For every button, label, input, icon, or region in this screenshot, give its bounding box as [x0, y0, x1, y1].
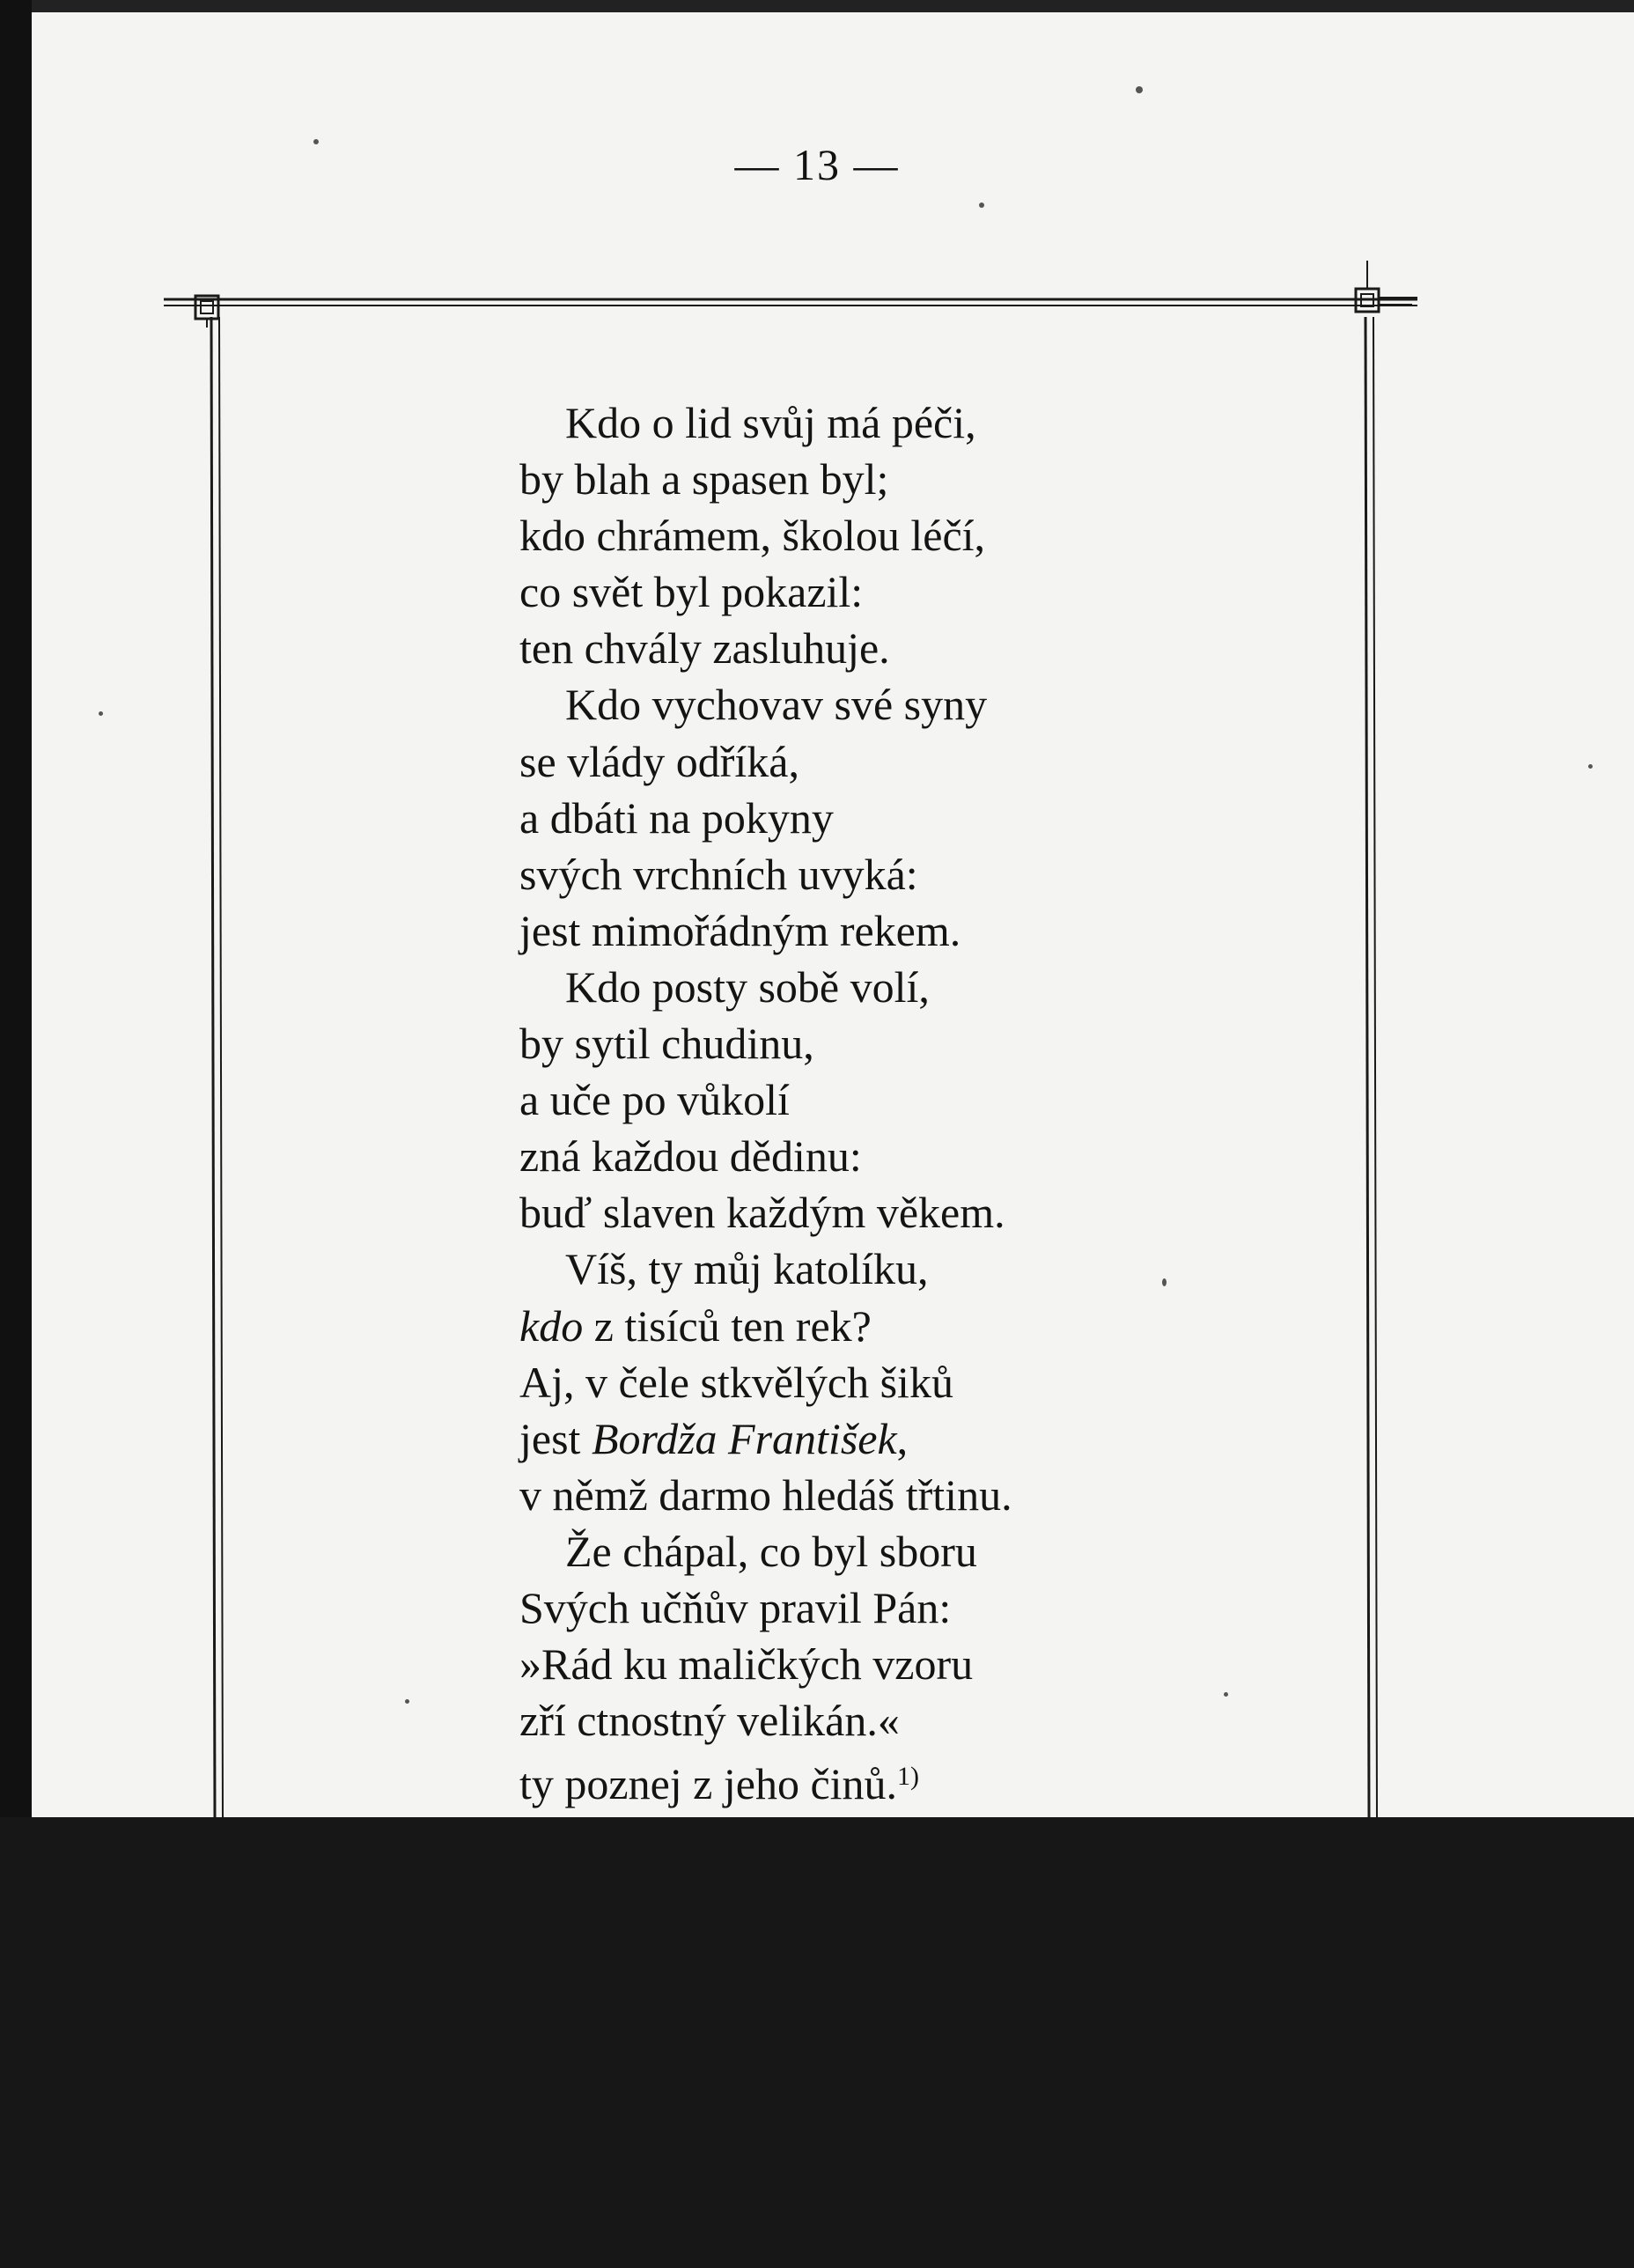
poem-line — [519, 1749, 1136, 1812]
poem-line — [519, 620, 1136, 676]
poem-line-text: a dbáti na pokyny — [519, 792, 834, 843]
scan-speck — [979, 202, 984, 208]
poem-line-text: buď slaven každým věkem. — [519, 1188, 1005, 1238]
scan-speck — [1588, 764, 1593, 769]
poem-line-text: z tisíců ten rek? — [583, 1300, 872, 1351]
poem-line-text: by blah a spasen byl; — [519, 454, 889, 504]
poem-line — [519, 846, 1136, 902]
poem-line — [519, 1015, 1136, 1071]
poem-line-text: , — [896, 1413, 909, 1463]
poem-line-italic: Bordža František — [591, 1413, 897, 1463]
poem-line — [519, 1636, 1136, 1692]
poem-line — [519, 1128, 1136, 1184]
footnote-marker: 1) — [897, 1762, 920, 1792]
scan-speck — [1224, 1692, 1228, 1697]
frame-corner-right — [1356, 261, 1417, 312]
poem-line-text: Kdo o lid svůj má péči, — [565, 398, 976, 447]
poem-line-text: kdo chrámem, školou léčí, — [519, 511, 986, 561]
poem-line — [519, 1298, 1136, 1354]
poem-text — [519, 394, 1136, 1812]
poem-line-text: Kdo vychovav své syny — [565, 680, 988, 730]
poem-line — [519, 902, 1136, 959]
scan-speck — [99, 711, 103, 716]
poem-line — [519, 1692, 1136, 1749]
poem-line-italic: kdo — [519, 1300, 584, 1351]
poem-line-text: co svět byl pokazil: — [519, 567, 864, 617]
poem-line — [519, 507, 1136, 563]
poem-line-text: ty poznej z jeho činů. — [519, 1759, 898, 1809]
page-number: — 13 — — [734, 140, 900, 189]
poem-line — [519, 394, 1136, 451]
poem-line-text: Víš, ty můj katolíku, — [565, 1244, 929, 1294]
poem-line-text: v němž darmo hledáš třtinu. — [519, 1469, 1012, 1520]
poem-line — [519, 1071, 1136, 1128]
poem-line — [519, 1467, 1136, 1523]
poem-line — [519, 1354, 1136, 1410]
poem-line-text: Že chápal, co byl sboru — [565, 1526, 977, 1576]
poem-line-text: jest mimořádným rekem. — [519, 905, 961, 955]
poem-line-text: a uče po vůkolí — [519, 1075, 790, 1125]
poem-line — [519, 1184, 1136, 1241]
poem-line-text: Aj, v čele stkvělých šiků — [519, 1357, 953, 1407]
poem-line — [519, 959, 1136, 1015]
poem-line-text: by sytil chudinu, — [519, 1019, 814, 1069]
poem-line-text: se vlády odříká, — [519, 736, 799, 786]
poem-line — [519, 563, 1136, 620]
poem-line — [519, 1410, 1136, 1467]
poem-line — [519, 1523, 1136, 1580]
poem-line — [519, 1241, 1136, 1297]
poem-line-text: »Rád ku maličkých vzoru — [519, 1639, 974, 1690]
poem-line-text: zří ctnostný velikán.« — [519, 1696, 900, 1746]
scan-speck — [1136, 86, 1143, 93]
scan-speck — [1162, 1278, 1167, 1286]
poem-line — [519, 1580, 1136, 1636]
poem-line-text: ten chvály zasluhuje. — [519, 623, 890, 674]
poem-line — [519, 676, 1136, 733]
poem-line-text: Kdo posty sobě volí, — [565, 961, 930, 1012]
poem-line-text: svých vrchních uvyká: — [519, 849, 918, 899]
poem-line-text: zná každou dědinu: — [519, 1131, 862, 1182]
scan-speck — [313, 139, 319, 144]
poem-line-text: Svých učňův pravil Pán: — [519, 1582, 952, 1632]
poem-line-text: jest — [519, 1413, 592, 1463]
poem-line — [519, 790, 1136, 846]
poem-line — [519, 451, 1136, 507]
poem-line — [519, 733, 1136, 790]
scan-speck — [405, 1699, 409, 1704]
